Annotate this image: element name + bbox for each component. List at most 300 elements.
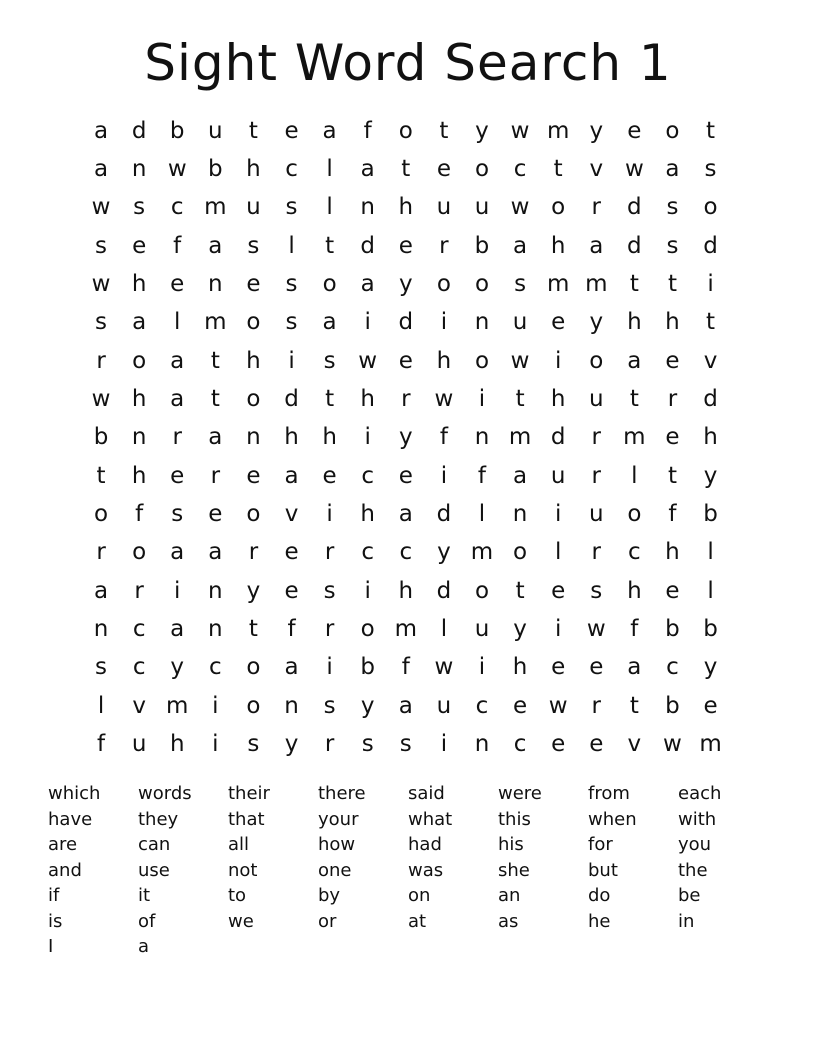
- grid-letter: d: [398, 309, 414, 336]
- grid-letter: a: [665, 156, 680, 183]
- grid-letter: c: [209, 654, 222, 681]
- grid-letter: t: [96, 462, 106, 489]
- grid-letter: y: [246, 577, 261, 604]
- grid-letter: c: [132, 654, 146, 681]
- word-list-item: had: [408, 834, 442, 855]
- grid-letter: m: [623, 424, 646, 451]
- grid-letter: e: [513, 692, 528, 719]
- grid-letter: l: [440, 616, 448, 643]
- word-list-item: which: [48, 783, 101, 804]
- grid-letter: h: [627, 309, 642, 336]
- grid-letter: a: [208, 539, 223, 566]
- grid-letter: n: [208, 271, 223, 298]
- grid-letter: i: [288, 347, 295, 374]
- grid-letter: w: [167, 156, 187, 183]
- grid-letter: f: [96, 731, 106, 758]
- grid-letter: l: [288, 232, 295, 259]
- word-list-item: by: [318, 885, 341, 906]
- word-list-item: with: [678, 808, 717, 830]
- grid-letter: y: [170, 654, 185, 681]
- grid-letter: r: [96, 347, 106, 374]
- grid-letter: y: [398, 424, 413, 451]
- grid-letter: i: [478, 386, 486, 413]
- grid-letter: a: [627, 347, 642, 374]
- grid-letter: h: [398, 577, 414, 604]
- grid-letter: n: [93, 616, 109, 643]
- grid-letter: s: [247, 731, 260, 758]
- grid-letter: a: [627, 654, 642, 681]
- grid-letter: h: [550, 386, 566, 413]
- grid-letter: s: [666, 194, 679, 221]
- grid-letter: h: [665, 539, 680, 566]
- grid-letter: c: [513, 731, 527, 758]
- grid-letter: n: [360, 194, 375, 221]
- grid-letter: r: [210, 462, 221, 489]
- grid-letter: e: [665, 347, 680, 374]
- grid-letter: c: [361, 539, 375, 566]
- word-list-item: as: [498, 910, 519, 932]
- grid-letter: n: [246, 424, 261, 451]
- grid-letter: e: [551, 577, 566, 604]
- grid-letter: e: [246, 271, 261, 298]
- grid-letter: i: [440, 731, 448, 758]
- grid-letter: y: [475, 117, 489, 144]
- grid-letter: s: [95, 654, 108, 681]
- word-list-item: on: [408, 885, 431, 906]
- grid-letter: a: [322, 309, 337, 336]
- word-list-item: each: [678, 783, 722, 804]
- word-list-item: and: [48, 859, 82, 881]
- grid-letter: f: [477, 462, 487, 489]
- word-list-item: can: [138, 834, 171, 855]
- grid-letter: f: [363, 117, 372, 144]
- grid-letter: f: [287, 616, 296, 643]
- grid-letter: w: [510, 117, 530, 144]
- grid-letter: t: [629, 271, 639, 298]
- grid-letter: e: [284, 577, 299, 604]
- grid-letter: h: [246, 347, 261, 374]
- grid-letter: e: [246, 462, 261, 489]
- grid-letter: n: [474, 424, 490, 451]
- grid-letter: o: [398, 117, 413, 144]
- grid-letter: r: [667, 386, 678, 413]
- grid-letter: u: [588, 386, 604, 413]
- word-list-item: his: [498, 834, 524, 855]
- grid-letter: i: [364, 577, 371, 604]
- grid-letter: o: [474, 347, 490, 374]
- grid-letter: v: [284, 501, 299, 528]
- grid-letter: r: [96, 539, 106, 566]
- word-list-item: we: [228, 910, 254, 932]
- grid-letter: e: [589, 731, 604, 758]
- word-list-item: not: [228, 859, 258, 881]
- grid-letter: r: [591, 692, 601, 719]
- grid-letter: e: [284, 539, 299, 566]
- grid-letter: m: [470, 539, 494, 566]
- grid-letter: n: [474, 731, 490, 758]
- word-list-item: words: [138, 783, 192, 804]
- grid-letter: c: [132, 616, 146, 643]
- grid-letter: e: [170, 271, 185, 298]
- grid-letter: f: [668, 501, 677, 528]
- grid-letter: d: [703, 386, 718, 413]
- grid-letter: o: [94, 501, 109, 528]
- grid-letter: s: [95, 232, 108, 259]
- word-list-item: there: [318, 783, 366, 804]
- grid-letter: u: [436, 194, 452, 221]
- grid-letter: b: [360, 654, 375, 681]
- grid-letter: i: [364, 424, 371, 451]
- grid-letter: a: [170, 347, 185, 374]
- word-list-item: this: [498, 808, 531, 830]
- grid-letter: f: [401, 654, 410, 681]
- grid-letter: o: [246, 501, 261, 528]
- word-list-item: your: [318, 808, 359, 830]
- grid-letter: o: [132, 347, 147, 374]
- grid-letter: c: [666, 654, 679, 681]
- grid-letter: i: [440, 462, 448, 489]
- grid-letter: t: [515, 577, 525, 604]
- word-list-item: said: [408, 783, 445, 804]
- grid-letter: m: [585, 271, 608, 298]
- grid-letter: a: [170, 386, 185, 413]
- grid-letter: r: [248, 539, 259, 566]
- grid-letter: o: [246, 654, 261, 681]
- grid-letter: c: [361, 462, 375, 489]
- grid-letter: s: [323, 347, 336, 374]
- grid-letter: o: [246, 309, 261, 336]
- grid-letter: s: [399, 731, 412, 758]
- grid-letter: u: [474, 194, 490, 221]
- word-list-item: of: [138, 910, 156, 932]
- grid-letter: s: [171, 501, 184, 528]
- grid-letter: a: [208, 232, 223, 259]
- grid-letter: t: [325, 386, 335, 413]
- grid-letter: i: [554, 616, 562, 643]
- grid-letter: n: [474, 309, 490, 336]
- grid-letter: u: [512, 309, 528, 336]
- grid-letter: w: [91, 194, 111, 221]
- grid-letter: d: [436, 577, 452, 604]
- grid-letter: t: [706, 309, 716, 336]
- grid-letter: w: [586, 616, 606, 643]
- grid-letter: l: [478, 501, 486, 528]
- word-list: [48, 781, 768, 960]
- grid-letter: l: [554, 539, 562, 566]
- grid-letter: m: [699, 731, 722, 758]
- word-list-item: to: [228, 885, 247, 906]
- grid-letter: r: [591, 462, 601, 489]
- grid-letter: a: [93, 117, 109, 144]
- grid-letter: l: [174, 309, 181, 336]
- grid-letter: h: [246, 156, 261, 183]
- grid-letter: e: [627, 117, 642, 144]
- word-list-item: that: [228, 808, 265, 830]
- grid-letter: n: [208, 577, 223, 604]
- grid-letter: o: [132, 539, 147, 566]
- word-list-item: have: [48, 808, 93, 830]
- grid-letter: e: [665, 424, 680, 451]
- grid-letter: n: [512, 501, 528, 528]
- grid-letter: b: [474, 232, 490, 259]
- word-list-item: if: [48, 885, 60, 906]
- grid-letter: e: [551, 731, 566, 758]
- grid-letter: f: [439, 424, 448, 451]
- grid-letter: r: [324, 616, 335, 643]
- word-list-item: all: [228, 834, 250, 855]
- grid-letter: t: [629, 386, 639, 413]
- grid-letter: o: [436, 271, 451, 298]
- grid-letter: w: [91, 386, 111, 413]
- grid-letter: t: [248, 117, 258, 144]
- grid-letter: m: [394, 616, 417, 643]
- grid-letter: s: [590, 577, 603, 604]
- grid-letter: r: [591, 539, 601, 566]
- grid-letter: v: [703, 347, 718, 374]
- grid-letter: t: [629, 692, 639, 719]
- grid-letter: l: [707, 539, 714, 566]
- grid-letter: a: [208, 424, 223, 451]
- grid-letter: o: [360, 616, 375, 643]
- grid-letter: h: [360, 501, 375, 528]
- word-list-item: an: [498, 885, 521, 906]
- grid-letter: b: [208, 156, 223, 183]
- grid-letter: y: [703, 654, 718, 681]
- grid-letter: n: [284, 692, 299, 719]
- grid-letter: o: [322, 271, 337, 298]
- grid-letter: o: [627, 501, 642, 528]
- page-title: Sight Word Search 1: [144, 34, 672, 92]
- grid-letter: b: [169, 117, 185, 144]
- grid-letter: o: [474, 156, 490, 183]
- grid-letter: o: [703, 194, 718, 221]
- grid-letter: t: [667, 271, 677, 298]
- grid-letter: i: [554, 501, 562, 528]
- grid-letter: y: [398, 271, 413, 298]
- grid-letter: s: [285, 271, 298, 298]
- grid-letter: a: [284, 654, 299, 681]
- grid-letter: o: [246, 692, 261, 719]
- word-list-item: be: [678, 885, 701, 906]
- grid-letter: d: [627, 232, 642, 259]
- grid-letter: i: [440, 309, 448, 336]
- grid-letter: b: [665, 692, 680, 719]
- grid-letter: f: [630, 616, 639, 643]
- grid-letter: a: [93, 577, 109, 604]
- grid-letter: s: [514, 271, 527, 298]
- grid-letter: l: [326, 194, 333, 221]
- grid-letter: a: [170, 539, 185, 566]
- grid-letter: v: [589, 156, 604, 183]
- grid-letter: m: [546, 271, 570, 298]
- grid-letter: u: [246, 194, 261, 221]
- grid-letter: c: [399, 539, 413, 566]
- grid-letter: n: [131, 156, 147, 183]
- grid-letter: w: [510, 347, 530, 374]
- grid-letter: e: [551, 654, 566, 681]
- grid-letter: y: [284, 731, 299, 758]
- grid-letter: a: [513, 232, 528, 259]
- grid-letter: u: [131, 731, 147, 758]
- grid-letter: w: [434, 386, 454, 413]
- grid-letter: t: [210, 386, 220, 413]
- word-list-item: is: [48, 910, 63, 932]
- grid-letter: o: [246, 386, 261, 413]
- grid-letter: w: [434, 654, 454, 681]
- grid-letter: s: [285, 194, 298, 221]
- grid-letter: b: [93, 424, 109, 451]
- grid-letter: i: [174, 577, 181, 604]
- grid-letter: h: [360, 386, 375, 413]
- grid-letter: s: [323, 692, 336, 719]
- grid-letter: r: [172, 424, 182, 451]
- grid-letter: b: [665, 616, 680, 643]
- grid-letter: s: [704, 156, 717, 183]
- grid-letter: e: [551, 309, 566, 336]
- grid-letter: a: [284, 462, 299, 489]
- word-list-item: or: [318, 910, 337, 932]
- grid-letter: a: [322, 117, 337, 144]
- grid-letter: r: [401, 386, 411, 413]
- grid-letter: d: [703, 232, 718, 259]
- grid-letter: v: [132, 692, 146, 719]
- grid-letter: e: [208, 501, 223, 528]
- grid-letter: i: [326, 501, 333, 528]
- grid-letter: e: [398, 462, 413, 489]
- grid-letter: u: [588, 501, 604, 528]
- grid-letter: e: [398, 347, 413, 374]
- grid-letter: a: [132, 309, 147, 336]
- grid-letter: l: [631, 462, 638, 489]
- grid-letter: y: [589, 117, 604, 144]
- grid-letter: e: [589, 654, 604, 681]
- grid-letter: h: [131, 386, 147, 413]
- grid-letter: t: [439, 117, 449, 144]
- grid-letter: b: [703, 501, 718, 528]
- grid-letter: h: [665, 309, 680, 336]
- grid-letter: h: [284, 424, 299, 451]
- grid-letter: w: [548, 692, 568, 719]
- grid-letter: u: [208, 117, 223, 144]
- grid-letter: c: [285, 156, 298, 183]
- grid-letter: u: [474, 616, 490, 643]
- grid-letter: l: [326, 156, 333, 183]
- grid-letter: h: [550, 232, 566, 259]
- grid-letter: a: [170, 616, 185, 643]
- grid-letter: e: [132, 232, 147, 259]
- grid-letter: t: [248, 616, 258, 643]
- word-list-item: do: [588, 885, 611, 906]
- grid-letter: w: [91, 271, 111, 298]
- grid-letter: d: [436, 501, 452, 528]
- grid-letter: e: [170, 462, 185, 489]
- grid-letter: s: [95, 309, 108, 336]
- grid-letter: i: [212, 731, 219, 758]
- grid-letter: c: [513, 156, 527, 183]
- grid-letter: c: [628, 539, 641, 566]
- grid-letter: a: [398, 692, 413, 719]
- grid-letter: r: [591, 194, 601, 221]
- grid-letter: w: [663, 731, 682, 758]
- grid-letter: u: [550, 462, 566, 489]
- grid-letter: i: [212, 692, 219, 719]
- grid-letter: r: [134, 577, 144, 604]
- grid-letter: r: [591, 424, 601, 451]
- grid-letter: t: [210, 347, 220, 374]
- grid-letter: m: [508, 424, 532, 451]
- letter-grid: [82, 112, 730, 764]
- grid-letter: n: [208, 616, 223, 643]
- grid-letter: w: [358, 347, 378, 374]
- grid-letter: e: [436, 156, 451, 183]
- word-list-item: but: [588, 859, 618, 881]
- grid-letter: s: [361, 731, 374, 758]
- grid-letter: h: [436, 347, 452, 374]
- word-list-item: the: [678, 859, 708, 881]
- grid-letter: a: [360, 156, 375, 183]
- grid-letter: l: [97, 692, 105, 719]
- grid-letter: o: [551, 194, 566, 221]
- grid-letter: a: [513, 462, 528, 489]
- grid-letter: t: [401, 156, 411, 183]
- grid-letter: t: [515, 386, 525, 413]
- grid-letter: o: [665, 117, 680, 144]
- grid-letter: y: [513, 616, 527, 643]
- grid-letter: e: [322, 462, 337, 489]
- word-list-item: she: [498, 859, 530, 881]
- grid-letter: m: [204, 309, 227, 336]
- grid-letter: t: [667, 462, 677, 489]
- grid-letter: y: [589, 309, 604, 336]
- grid-letter: d: [627, 194, 642, 221]
- grid-letter: o: [474, 577, 490, 604]
- grid-letter: h: [703, 424, 718, 451]
- grid-letter: u: [436, 692, 452, 719]
- grid-letter: s: [247, 232, 260, 259]
- grid-letter: c: [475, 692, 489, 719]
- grid-letter: c: [170, 194, 184, 221]
- word-list-item: are: [48, 834, 78, 855]
- grid-letter: i: [554, 347, 562, 374]
- grid-letter: h: [131, 271, 147, 298]
- word-list-item: for: [588, 834, 613, 855]
- grid-letter: a: [93, 156, 109, 183]
- grid-letter: t: [553, 156, 563, 183]
- grid-letter: w: [510, 194, 530, 221]
- grid-letter: y: [360, 692, 375, 719]
- grid-letter: d: [360, 232, 375, 259]
- grid-letter: a: [360, 271, 375, 298]
- grid-letter: o: [589, 347, 604, 374]
- word-list-item: were: [498, 783, 542, 804]
- grid-letter: n: [131, 424, 147, 451]
- grid-letter: y: [703, 462, 718, 489]
- word-list-item: at: [408, 910, 427, 932]
- grid-letter: s: [323, 577, 336, 604]
- grid-letter: r: [439, 232, 449, 259]
- grid-letter: y: [437, 539, 451, 566]
- grid-letter: h: [169, 731, 185, 758]
- grid-letter: h: [131, 462, 147, 489]
- grid-letter: i: [364, 309, 371, 336]
- grid-letter: t: [706, 117, 716, 144]
- word-list-item: he: [588, 910, 611, 932]
- grid-letter: s: [666, 232, 679, 259]
- word-list-item: when: [588, 808, 637, 830]
- grid-letter: d: [131, 117, 147, 144]
- grid-letter: s: [133, 194, 146, 221]
- grid-letter: h: [627, 577, 642, 604]
